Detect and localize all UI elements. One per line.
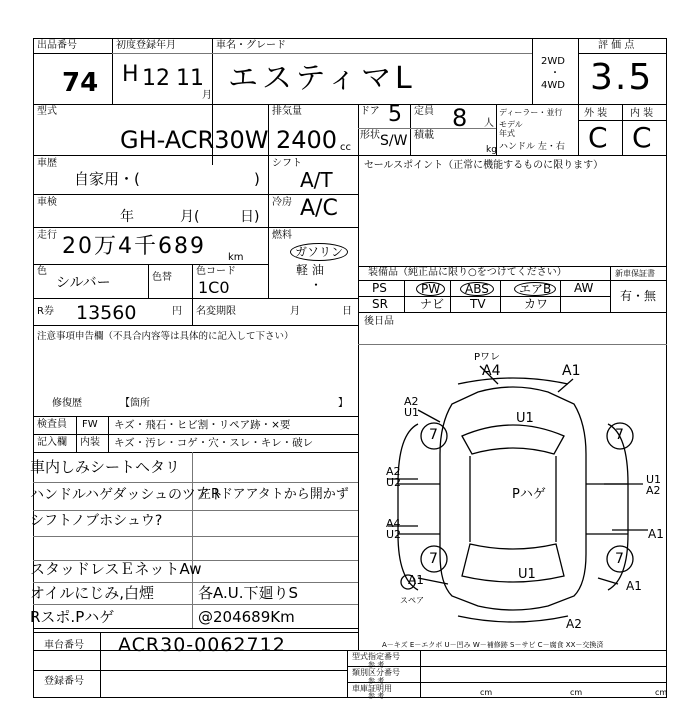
note-line-7: Rスポ.Pハゲ [30, 608, 115, 626]
diag-right-low: A1 [648, 527, 664, 541]
hist-close: ) [254, 170, 260, 188]
note-line-3: シフトノブホシュウ? [30, 513, 163, 529]
inspector-legend1: キズ・飛石・ヒビ割・リペア跡・×要 [114, 419, 291, 431]
diag-p-label: Pワレ [474, 352, 501, 363]
shift-label: シフト [272, 158, 302, 169]
inspect-year: 年 [120, 209, 134, 225]
inspector-fw: FW [82, 419, 98, 430]
fuel-gas: ガソリン [290, 243, 348, 261]
diag-spare: スペア [400, 596, 424, 605]
score-value: 3.5 [590, 57, 654, 98]
notice-label: 注意事項申告欄（不具合内容等は具体的に記入して下さい） [37, 331, 294, 342]
load-unit: kg [486, 145, 497, 155]
km-unit: km [228, 252, 244, 263]
diag-front-a1: A1 [562, 363, 581, 379]
reg-label: 初度登録年月 [116, 40, 176, 51]
ext-label: 外 装 [584, 108, 608, 119]
note-right-2: 各A.U.下廻りS [198, 584, 299, 602]
equip-pw: PW [416, 282, 445, 296]
lot-label: 出品番号 [37, 40, 77, 51]
equip-tv: TV [470, 297, 486, 311]
model-year-label2: モデル [499, 120, 523, 129]
cm-2: cm [570, 688, 583, 697]
reg-month: 11 [176, 66, 204, 91]
recycle-label: R券 [37, 306, 54, 317]
equip-navi: ナビ [420, 297, 445, 311]
model-label: 型式 [37, 106, 57, 117]
chassis-number: ACR30-0062712 [118, 634, 286, 656]
equip-abs: ABS [460, 282, 494, 296]
reg-no-label: 登録番号 [44, 676, 84, 687]
afterfit-label: 後日品 [364, 316, 394, 327]
diag-left-low: A4 U2 [386, 517, 402, 541]
drive-4wd: 4WD [541, 80, 565, 91]
diag-bottom-a2: A2 [566, 617, 582, 631]
equip-ps: PS [372, 281, 387, 295]
diag-tire-rl: 7 [429, 551, 438, 567]
disp-unit: cc [340, 142, 351, 153]
note-line-2: ハンドルハゲダッシュのツアト [30, 487, 224, 503]
colorcode-value: 1C0 [198, 278, 230, 297]
reg-era: H [122, 62, 139, 87]
class-label: 類別区分番号 [352, 668, 400, 677]
yen-unit: 円 [172, 306, 182, 317]
diag-left-mid: A2 U2 [386, 465, 402, 489]
name-label: 車名・グレード [216, 40, 286, 51]
inspector-naiso: 内装 [80, 437, 100, 448]
fuel-label: 燃料 [272, 230, 292, 241]
ac-label: 冷房 [272, 197, 292, 208]
note-right-3: @204689Km [198, 608, 295, 626]
repair-close: 】 [338, 398, 348, 409]
diag-top-u1: U1 [516, 411, 534, 426]
diag-tire-fr: 7 [615, 427, 624, 443]
recolor-label: 色替 [152, 272, 172, 283]
diag-center: Pハゲ [512, 487, 546, 502]
dealer-label: ディーラー・並行 [499, 108, 563, 117]
shift-value: A/T [300, 168, 333, 192]
diag-bottom-a1-right: A1 [626, 579, 642, 593]
door-count: 5 [388, 102, 402, 127]
note-line-1: 車内しみシートヘタリ [30, 458, 181, 476]
type-label: 型式指定番号 [352, 652, 400, 661]
door-label: ドア [360, 106, 380, 117]
colorcode-label: 色コード [196, 266, 236, 277]
mileage-value: 20万4千689 [62, 234, 206, 259]
car-name: エスティマL [228, 61, 416, 96]
inspect-label: 車検 [37, 197, 57, 208]
ref-1: 参 考 [368, 661, 385, 669]
ref-3: 参 考 [368, 692, 385, 700]
cm-1: cm [480, 688, 493, 697]
recycle-value: 13560 [76, 302, 137, 324]
hist-value: 自家用・( [74, 170, 140, 188]
diag-tire-fl: 7 [429, 427, 438, 443]
expiry-label: 名変期限 [196, 306, 236, 317]
inspect-day: 日) [240, 209, 260, 225]
inspector-label1: 検査員 [37, 419, 67, 430]
note-right-1: 左Rドアアタトから開かず [198, 487, 349, 502]
ac-value: A/C [300, 196, 338, 221]
diag-front-a4: A4 [482, 363, 501, 379]
diag-tire-rr: 7 [615, 551, 624, 567]
inspector-label2: 記入欄 [37, 437, 67, 448]
cert-label: 車庫証明用 [352, 684, 392, 693]
cap-label: 定員 [414, 106, 434, 117]
equip-sr: SR [372, 297, 388, 311]
note-line-6: オイルにじみ,白煙 [30, 584, 155, 602]
model-code: GH-ACR30W [120, 126, 269, 154]
diag-bottom-a1-left: A1 [408, 573, 424, 587]
expiry-day: 日 [342, 306, 352, 317]
warranty-label: 新車保証書 [615, 269, 655, 278]
inspect-month: 月( [180, 209, 200, 225]
lot-number: 74 [62, 68, 99, 98]
fuel-other: ・ [310, 278, 323, 292]
fuel-diesel: 軽 油 [296, 263, 324, 277]
diag-right-mid: U1 A2 [646, 473, 662, 497]
body-shape: S/W [380, 133, 408, 149]
diag-codes: A－キズ E－エクボ U－凹み W－補修跡 S－サビ C－腐食 XX－交換済 [382, 641, 604, 649]
color-label: 色 [37, 266, 47, 277]
equip-aw: AW [574, 281, 594, 295]
mileage-label: 走行 [37, 230, 57, 241]
year-label: 年式 [499, 129, 515, 138]
warranty-value: 有・無 [620, 289, 657, 303]
chassis-label: 車台番号 [44, 640, 84, 651]
month-unit: 月 [202, 90, 212, 101]
repair-label: 修復歴 [52, 398, 82, 409]
diag-left-top: A2 U1 [404, 395, 420, 419]
int-grade: C [632, 121, 652, 154]
equipment-title: 装備品（純正品に限り○をつけてください） [368, 267, 567, 278]
inspector-legend2: キズ・汚レ・コゲ・穴・スレ・キレ・破レ [114, 437, 314, 449]
disp-label: 排気量 [272, 106, 302, 117]
cm-3: cm [655, 688, 668, 697]
ref-2: 参 考 [368, 677, 385, 685]
cap-unit: 人 [484, 118, 494, 129]
int-label: 内 装 [630, 108, 654, 119]
hist-label: 車歴 [37, 158, 57, 169]
score-label: 評 価 点 [598, 40, 635, 51]
diag-bottom-u1: U1 [518, 567, 536, 582]
handle-label: ハンドル 左・右 [499, 142, 565, 152]
color-value: シルバー [56, 275, 111, 291]
equip-airbag: エアB [514, 282, 556, 296]
expiry-month: 月 [290, 306, 300, 317]
shape-label: 形状 [360, 130, 380, 141]
note-line-5: スタッドレスＥネットAw [30, 560, 202, 578]
displacement: 2400 [276, 126, 338, 154]
load-label: 積載 [414, 130, 434, 141]
sales-label: セールスポイント（正常に機能するものに限ります） [364, 160, 604, 171]
capacity: 8 [452, 104, 468, 132]
drive-dot: ・ [550, 68, 560, 79]
repair-value: 【箇所 [120, 398, 150, 409]
ext-grade: C [588, 121, 608, 154]
equip-leather: カワ [524, 297, 549, 311]
drive-2wd: 2WD [541, 56, 565, 67]
reg-year: 12 [142, 66, 170, 91]
